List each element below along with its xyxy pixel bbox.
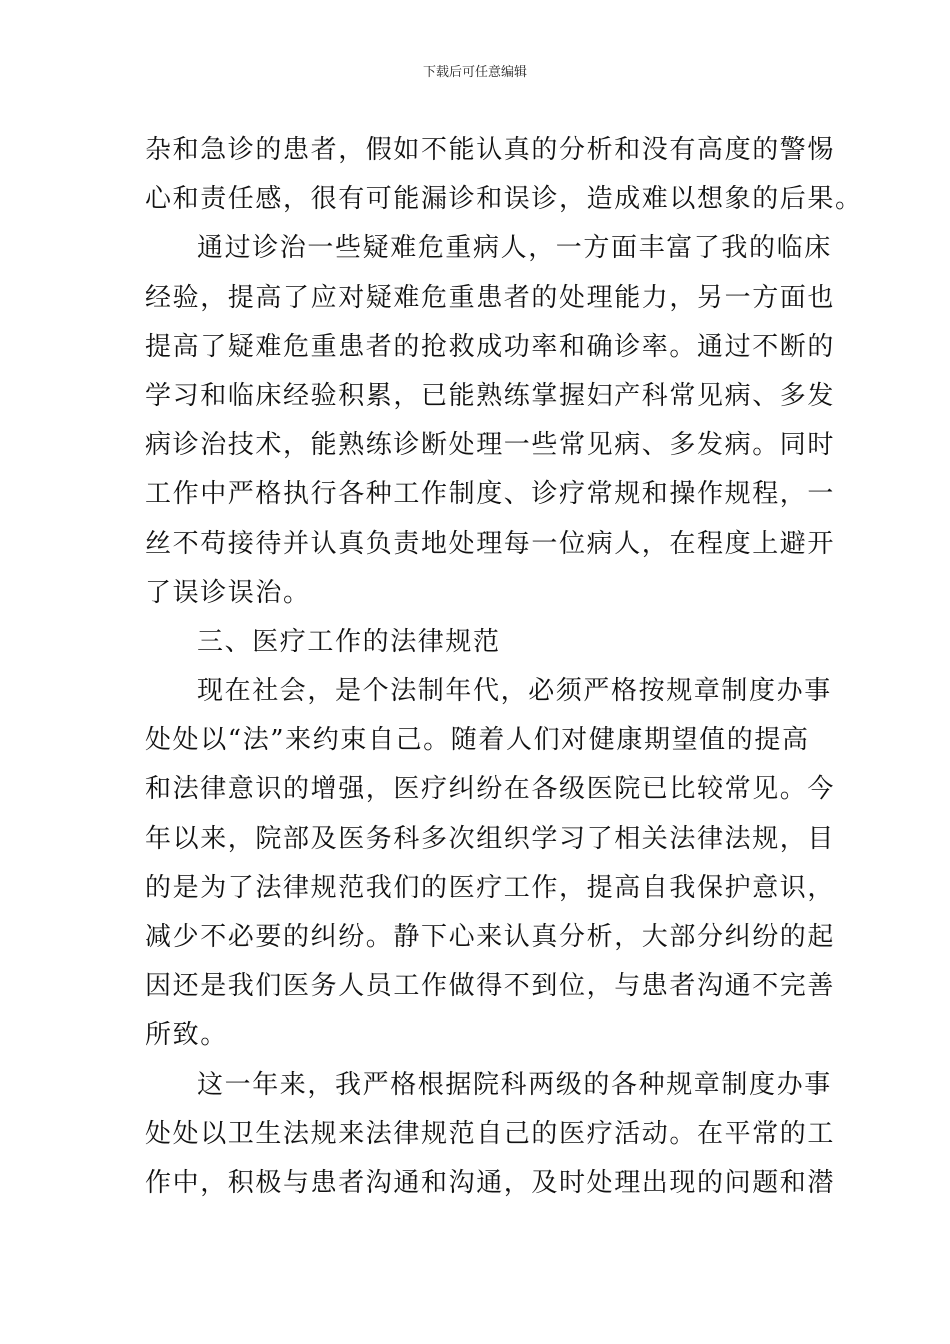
text-line: 杂和急诊的患者，假如不能认真的分析和没有高度的警惕 — [145, 135, 836, 165]
text-line: 年以来，院部及医务科多次组织学习了相关法律法规，目 — [145, 823, 836, 854]
text-line: 这一年来，我严格根据院科两级的各种规章制度办事 — [197, 1069, 832, 1100]
section-heading-text: 三、医疗工作的法律规范 — [197, 626, 501, 657]
text-line: 通过诊治一些疑难危重病人，一方面丰富了我的临床 — [197, 233, 832, 264]
text-line: 经验，提高了应对疑难危重患者的处理能力，另一方面也 — [145, 282, 836, 313]
text-line: 减少不必要的纠纷。静下心来认真分析，大部分纠纷的起 — [145, 922, 836, 952]
text-line: 工作中严格执行各种工作制度、诊疗常规和操作规程，一 — [145, 479, 836, 510]
paragraph-4 — [145, 1061, 836, 1209]
text-line: 和法律意识的增强，医疗纠纷在各级医院已比较常见。今 — [145, 774, 836, 805]
text-line: 的是为了法律规范我们的医疗工作，提高自我保护意识， — [145, 872, 836, 903]
text-line: 了误诊误治。 — [145, 577, 311, 608]
text-line: 心和责任感，很有可能漏诊和误诊，造成难以想象的后果。 — [145, 184, 863, 215]
text-line: 病诊治技术，能熟练诊断处理一些常见病、多发病。同时 — [145, 430, 836, 461]
text-line: 处处以卫生法规来法律规范自己的医疗活动。在平常的工 — [145, 1118, 836, 1149]
text-line: 学习和临床经验积累，已能熟练掌握妇产科常见病、多发 — [145, 380, 836, 411]
text-line: 提高了疑难危重患者的抢救成功率和确诊率。通过不断的 — [145, 331, 836, 362]
text-line: 所致。 — [145, 1020, 228, 1051]
page-header: 下载后可任意编辑 — [422, 65, 527, 80]
paragraph-1 — [145, 224, 836, 618]
text-line: 作中，积极与患者沟通和沟通，及时处理出现的问题和潜 — [145, 1167, 836, 1198]
paragraph-0 — [145, 126, 863, 224]
text-line: 处处以“法”来约束自己。随着人们对健康期望值的提高 — [145, 725, 810, 756]
text-line: 丝不苟接待并认真负责地处理每一位病人，在程度上避开 — [145, 528, 836, 559]
section-heading — [145, 618, 807, 667]
text-line: 现在社会，是个法制年代，必须严格按规章制度办事 — [197, 676, 832, 707]
document-body — [145, 126, 863, 1208]
paragraph-3 — [145, 667, 836, 1061]
text-line: 因还是我们医务人员工作做得不到位，与患者沟通不完善 — [145, 971, 836, 1002]
